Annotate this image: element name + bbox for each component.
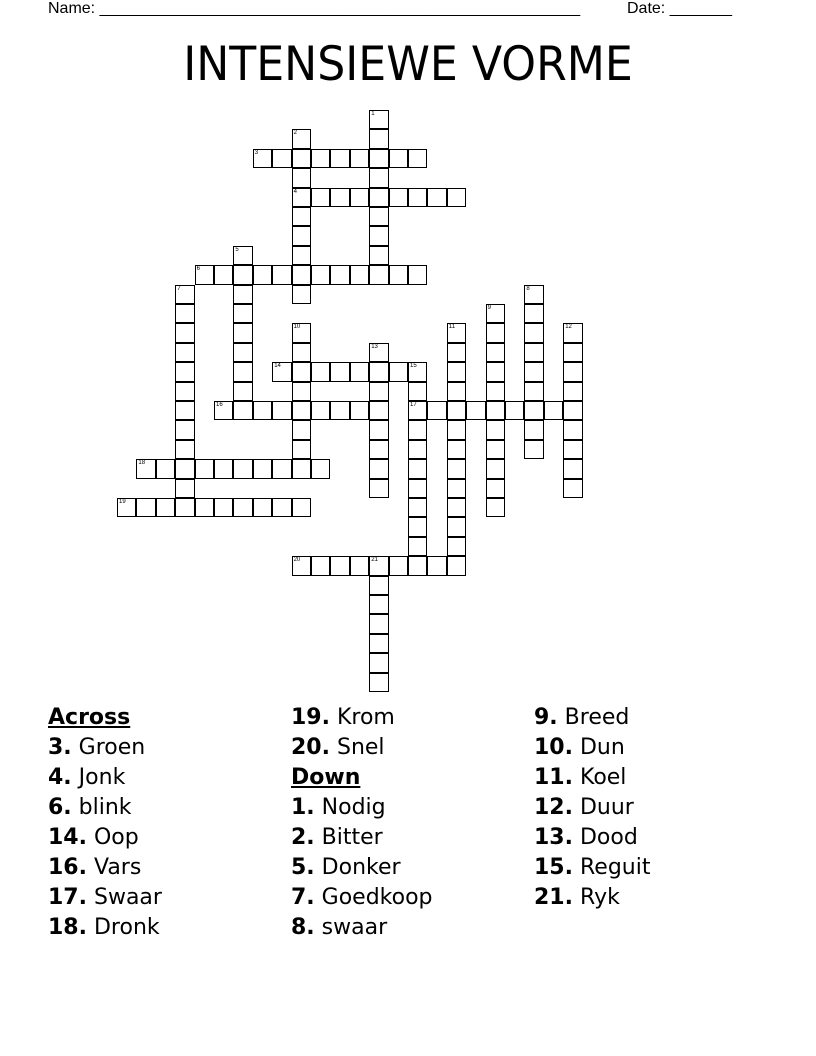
cell-number: 12 xyxy=(565,324,572,331)
clue-number: 17. xyxy=(48,885,87,910)
clue-number: 6. xyxy=(48,795,72,820)
clue-number: 19. xyxy=(291,705,330,730)
clue-number: 16. xyxy=(48,855,87,880)
grid-cell[interactable] xyxy=(389,362,408,381)
cell-number: 11 xyxy=(448,324,456,331)
clue-number: 14. xyxy=(48,825,87,850)
clue-number: 15. xyxy=(534,855,573,880)
grid-cell[interactable] xyxy=(389,149,408,168)
grid-cell[interactable] xyxy=(175,498,194,517)
grid-cell[interactable] xyxy=(369,226,388,245)
cell-number: 16 xyxy=(216,402,223,408)
clue-number: 21. xyxy=(534,885,573,910)
clue-text: Swaar xyxy=(93,885,162,910)
clue-item xyxy=(291,853,433,883)
grid-cell[interactable] xyxy=(447,517,466,536)
clue-item xyxy=(48,823,162,853)
date-field-label: Date: _______ xyxy=(627,0,732,17)
clue-number: 11. xyxy=(534,765,573,790)
grid-cell[interactable] xyxy=(408,556,427,575)
grid-cell[interactable] xyxy=(292,149,311,168)
grid-cell[interactable] xyxy=(447,440,466,459)
clue-text: Dronk xyxy=(93,915,160,940)
grid-cell[interactable] xyxy=(292,556,311,575)
clue-text: swaar xyxy=(321,915,388,940)
grid-cell[interactable] xyxy=(369,653,388,672)
clue-item xyxy=(291,883,433,913)
grid-cell[interactable] xyxy=(447,362,466,381)
grid-cell[interactable] xyxy=(330,149,349,168)
clue-text: Nodig xyxy=(321,795,386,820)
cell-number: 2 xyxy=(293,130,297,137)
clue-text: Groen xyxy=(78,735,146,760)
grid-cell[interactable] xyxy=(369,207,388,226)
grid-cell[interactable] xyxy=(369,188,388,207)
grid-cell[interactable] xyxy=(350,265,369,284)
grid-cell[interactable] xyxy=(369,362,388,381)
grid-cell[interactable] xyxy=(350,362,369,381)
grid-cell[interactable] xyxy=(311,149,330,168)
clue-text: Duur xyxy=(579,795,634,820)
grid-cell[interactable] xyxy=(175,479,194,498)
grid-cell[interactable] xyxy=(292,285,311,304)
grid-cell[interactable] xyxy=(524,382,543,401)
grid-cell[interactable] xyxy=(408,149,427,168)
grid-cell[interactable] xyxy=(563,323,582,342)
grid-cell[interactable] xyxy=(427,401,446,420)
grid-cell[interactable] xyxy=(272,265,291,284)
grid-cell[interactable] xyxy=(214,401,233,420)
grid-cell[interactable] xyxy=(389,265,408,284)
grid-cell[interactable] xyxy=(563,382,582,401)
grid-cell[interactable] xyxy=(389,188,408,207)
grid-cell[interactable] xyxy=(447,479,466,498)
grid-cell[interactable] xyxy=(292,440,311,459)
cell-number: 10 xyxy=(293,324,301,331)
grid-cell[interactable] xyxy=(272,149,291,168)
grid-cell[interactable] xyxy=(214,459,233,478)
grid-cell[interactable] xyxy=(233,323,252,342)
grid-cell[interactable] xyxy=(369,265,388,284)
grid-cell[interactable] xyxy=(486,420,505,439)
grid-cell[interactable] xyxy=(195,265,214,284)
grid-cell[interactable] xyxy=(175,343,194,362)
grid-cell[interactable] xyxy=(350,149,369,168)
grid-cell[interactable] xyxy=(447,459,466,478)
grid-cell[interactable] xyxy=(175,401,194,420)
grid-cell[interactable] xyxy=(136,459,155,478)
grid-cell[interactable] xyxy=(524,362,543,381)
grid-cell[interactable] xyxy=(292,362,311,381)
grid-cell[interactable] xyxy=(292,498,311,517)
grid-cell[interactable] xyxy=(563,440,582,459)
grid-cell[interactable] xyxy=(369,343,388,362)
grid-cell[interactable] xyxy=(369,459,388,478)
grid-cell[interactable] xyxy=(253,401,272,420)
grid-cell[interactable] xyxy=(369,420,388,439)
grid-cell[interactable] xyxy=(233,459,252,478)
grid-cell[interactable] xyxy=(369,401,388,420)
grid-cell[interactable] xyxy=(272,459,291,478)
cell-number: 13 xyxy=(371,343,378,350)
grid-cell[interactable] xyxy=(563,362,582,381)
grid-cell[interactable] xyxy=(544,401,563,420)
cell-number: 3 xyxy=(254,149,259,156)
page-title: INTENSIEWE VORME xyxy=(183,37,633,92)
grid-cell[interactable] xyxy=(175,323,194,342)
grid-cell[interactable] xyxy=(563,343,582,362)
clue-heading: Down xyxy=(291,765,361,790)
grid-cell[interactable] xyxy=(175,285,194,304)
clue-item xyxy=(291,793,433,823)
grid-cell[interactable] xyxy=(369,595,388,614)
grid-cell[interactable] xyxy=(524,401,543,420)
clue-item xyxy=(291,733,433,763)
clue-item xyxy=(48,883,162,913)
clue-number: 12. xyxy=(534,795,573,820)
grid-cell[interactable] xyxy=(195,498,214,517)
grid-cell[interactable] xyxy=(311,188,330,207)
clue-text: Snel xyxy=(336,735,385,760)
grid-cell[interactable] xyxy=(447,401,466,420)
grid-cell[interactable] xyxy=(233,285,252,304)
cell-number: 1 xyxy=(371,111,375,117)
grid-cell[interactable] xyxy=(408,440,427,459)
clue-text: Bitter xyxy=(321,825,383,850)
grid-cell[interactable] xyxy=(447,556,466,575)
clue-heading: Across xyxy=(48,705,131,730)
grid-cell[interactable] xyxy=(369,129,388,148)
grid-cell[interactable] xyxy=(408,459,427,478)
grid-cell[interactable] xyxy=(292,343,311,362)
clue-column-2 xyxy=(291,703,433,943)
grid-cell[interactable] xyxy=(272,498,291,517)
grid-cell[interactable] xyxy=(311,265,330,284)
grid-cell[interactable] xyxy=(524,343,543,362)
cell-number: 17 xyxy=(410,402,417,408)
clue-text: Oop xyxy=(93,825,139,850)
grid-cell[interactable] xyxy=(505,401,524,420)
grid-cell[interactable] xyxy=(350,556,369,575)
grid-cell[interactable] xyxy=(524,304,543,323)
clue-text: Breed xyxy=(564,705,630,730)
clue-text: Donker xyxy=(321,855,401,880)
grid-cell[interactable] xyxy=(369,440,388,459)
grid-cell[interactable] xyxy=(369,168,388,187)
grid-cell[interactable] xyxy=(292,265,311,284)
clue-text: Goedkoop xyxy=(321,885,433,910)
cell-number: 15 xyxy=(410,363,417,370)
grid-cell[interactable] xyxy=(292,168,311,187)
clue-item xyxy=(534,853,650,883)
cell-number: 9 xyxy=(487,305,491,311)
grid-cell[interactable] xyxy=(253,459,272,478)
grid-cell[interactable] xyxy=(233,498,252,517)
grid-cell[interactable] xyxy=(447,343,466,362)
clue-number: 18. xyxy=(48,915,87,940)
grid-cell[interactable] xyxy=(563,459,582,478)
cell-number: 19 xyxy=(119,499,126,505)
cell-number: 7 xyxy=(177,285,181,292)
grid-cell[interactable] xyxy=(292,129,311,148)
clue-number: 2. xyxy=(291,825,315,850)
grid-cell[interactable] xyxy=(253,265,272,284)
clue-item xyxy=(48,793,162,823)
grid-cell[interactable] xyxy=(563,420,582,439)
clue-item xyxy=(291,823,433,853)
grid-cell[interactable] xyxy=(427,188,446,207)
clue-number: 20. xyxy=(291,735,330,760)
grid-cell[interactable] xyxy=(369,634,388,653)
grid-cell[interactable] xyxy=(408,498,427,517)
clue-text: blink xyxy=(78,795,132,820)
clue-number: 1. xyxy=(291,795,315,820)
grid-cell[interactable] xyxy=(408,362,427,381)
grid-cell[interactable] xyxy=(214,498,233,517)
grid-cell[interactable] xyxy=(117,498,136,517)
grid-cell[interactable] xyxy=(369,576,388,595)
clue-number: 10. xyxy=(534,735,573,760)
grid-cell[interactable] xyxy=(447,537,466,556)
clue-number: 13. xyxy=(534,825,573,850)
grid-cell[interactable] xyxy=(369,149,388,168)
grid-cell[interactable] xyxy=(330,188,349,207)
grid-cell[interactable] xyxy=(369,246,388,265)
grid-cell[interactable] xyxy=(486,304,505,323)
grid-cell[interactable] xyxy=(272,362,291,381)
clue-text: Krom xyxy=(336,705,395,730)
grid-cell[interactable] xyxy=(486,343,505,362)
clue-item xyxy=(291,913,433,943)
grid-cell[interactable] xyxy=(524,440,543,459)
clue-column-3 xyxy=(534,703,650,913)
grid-cell[interactable] xyxy=(214,265,233,284)
grid-cell[interactable] xyxy=(292,226,311,245)
grid-cell[interactable] xyxy=(175,459,194,478)
clue-item xyxy=(291,703,433,733)
clue-number: 8. xyxy=(291,915,315,940)
clue-number: 3. xyxy=(48,735,72,760)
grid-cell[interactable] xyxy=(156,498,175,517)
grid-cell[interactable] xyxy=(369,479,388,498)
clue-number: 5. xyxy=(291,855,315,880)
grid-cell[interactable] xyxy=(486,440,505,459)
grid-cell[interactable] xyxy=(175,362,194,381)
clue-item xyxy=(48,913,162,943)
grid-cell[interactable] xyxy=(292,420,311,439)
grid-cell[interactable] xyxy=(175,420,194,439)
grid-cell[interactable] xyxy=(253,149,272,168)
clue-number: 4. xyxy=(48,765,72,790)
grid-cell[interactable] xyxy=(330,556,349,575)
grid-cell[interactable] xyxy=(447,382,466,401)
grid-cell[interactable] xyxy=(311,459,330,478)
grid-cell[interactable] xyxy=(292,401,311,420)
grid-cell[interactable] xyxy=(389,556,408,575)
clue-text: Dood xyxy=(579,825,638,850)
grid-cell[interactable] xyxy=(466,401,485,420)
grid-cell[interactable] xyxy=(233,382,252,401)
clue-text: Jonk xyxy=(78,765,126,790)
clue-item xyxy=(48,733,162,763)
grid-cell[interactable] xyxy=(175,304,194,323)
grid-cell[interactable] xyxy=(486,323,505,342)
grid-cell[interactable] xyxy=(233,343,252,362)
clue-item xyxy=(48,763,162,793)
cell-number: 5 xyxy=(235,246,239,253)
grid-cell[interactable] xyxy=(447,323,466,342)
grid-cell[interactable] xyxy=(408,382,427,401)
grid-cell[interactable] xyxy=(408,265,427,284)
grid-cell[interactable] xyxy=(292,459,311,478)
grid-cell[interactable] xyxy=(292,246,311,265)
grid-cell[interactable] xyxy=(369,614,388,633)
cell-number: 6 xyxy=(196,266,200,273)
grid-cell[interactable] xyxy=(524,285,543,304)
grid-cell[interactable] xyxy=(369,382,388,401)
grid-cell[interactable] xyxy=(563,479,582,498)
cell-number: 8 xyxy=(526,285,530,292)
clue-text: Reguit xyxy=(579,855,651,880)
cell-number: 14 xyxy=(274,363,281,370)
clue-item xyxy=(534,793,650,823)
grid-cell[interactable] xyxy=(524,323,543,342)
clue-number: 7. xyxy=(291,885,315,910)
clue-column-1 xyxy=(48,703,162,943)
grid-cell[interactable] xyxy=(156,459,175,478)
grid-cell[interactable] xyxy=(292,323,311,342)
grid-cell[interactable] xyxy=(233,265,252,284)
clue-text: Ryk xyxy=(579,885,620,910)
grid-cell[interactable] xyxy=(369,673,388,692)
clue-text: Vars xyxy=(93,855,142,880)
grid-cell[interactable] xyxy=(292,382,311,401)
clue-item xyxy=(534,733,650,763)
grid-cell[interactable] xyxy=(175,440,194,459)
grid-cell[interactable] xyxy=(350,188,369,207)
grid-cell[interactable] xyxy=(272,401,291,420)
grid-cell[interactable] xyxy=(408,188,427,207)
grid-cell[interactable] xyxy=(486,459,505,478)
grid-cell[interactable] xyxy=(330,265,349,284)
grid-cell[interactable] xyxy=(427,556,446,575)
clue-item xyxy=(534,883,650,913)
grid-cell[interactable] xyxy=(136,498,155,517)
grid-cell[interactable] xyxy=(447,420,466,439)
clue-text: Dun xyxy=(579,735,625,760)
grid-cell[interactable] xyxy=(233,362,252,381)
grid-cell[interactable] xyxy=(408,479,427,498)
clue-item xyxy=(534,763,650,793)
grid-cell[interactable] xyxy=(447,498,466,517)
grid-cell[interactable] xyxy=(486,362,505,381)
cell-number: 18 xyxy=(138,460,146,467)
grid-cell[interactable] xyxy=(524,420,543,439)
clue-item xyxy=(48,853,162,883)
grid-cell[interactable] xyxy=(233,304,252,323)
grid-cell[interactable] xyxy=(330,401,349,420)
grid-cell[interactable] xyxy=(408,537,427,556)
cell-number: 21 xyxy=(371,557,378,564)
grid-cell[interactable] xyxy=(292,207,311,226)
grid-cell[interactable] xyxy=(486,479,505,498)
grid-cell[interactable] xyxy=(486,498,505,517)
grid-cell[interactable] xyxy=(408,401,427,420)
clue-number: 9. xyxy=(534,705,558,730)
clue-item xyxy=(534,703,650,733)
grid-cell[interactable] xyxy=(447,188,466,207)
grid-cell[interactable] xyxy=(175,382,194,401)
grid-cell[interactable] xyxy=(195,459,214,478)
grid-cell[interactable] xyxy=(330,362,349,381)
grid-cell[interactable] xyxy=(486,401,505,420)
grid-cell[interactable] xyxy=(408,517,427,536)
name-field-label: Name: ______________________________________________________ xyxy=(48,0,581,17)
clue-text: Koel xyxy=(579,765,627,790)
grid-cell[interactable] xyxy=(369,110,388,129)
grid-cell[interactable] xyxy=(233,401,252,420)
grid-cell[interactable] xyxy=(486,382,505,401)
cell-number: 20 xyxy=(293,557,301,564)
grid-cell[interactable] xyxy=(563,401,582,420)
grid-cell[interactable] xyxy=(350,401,369,420)
grid-cell[interactable] xyxy=(311,362,330,381)
cell-number: 4 xyxy=(293,188,297,195)
clue-item xyxy=(534,823,650,853)
grid-cell[interactable] xyxy=(311,556,330,575)
grid-cell[interactable] xyxy=(311,401,330,420)
grid-cell[interactable] xyxy=(292,188,311,207)
grid-cell[interactable] xyxy=(369,556,388,575)
grid-cell[interactable] xyxy=(233,246,252,265)
grid-cell[interactable] xyxy=(253,498,272,517)
grid-cell[interactable] xyxy=(408,420,427,439)
